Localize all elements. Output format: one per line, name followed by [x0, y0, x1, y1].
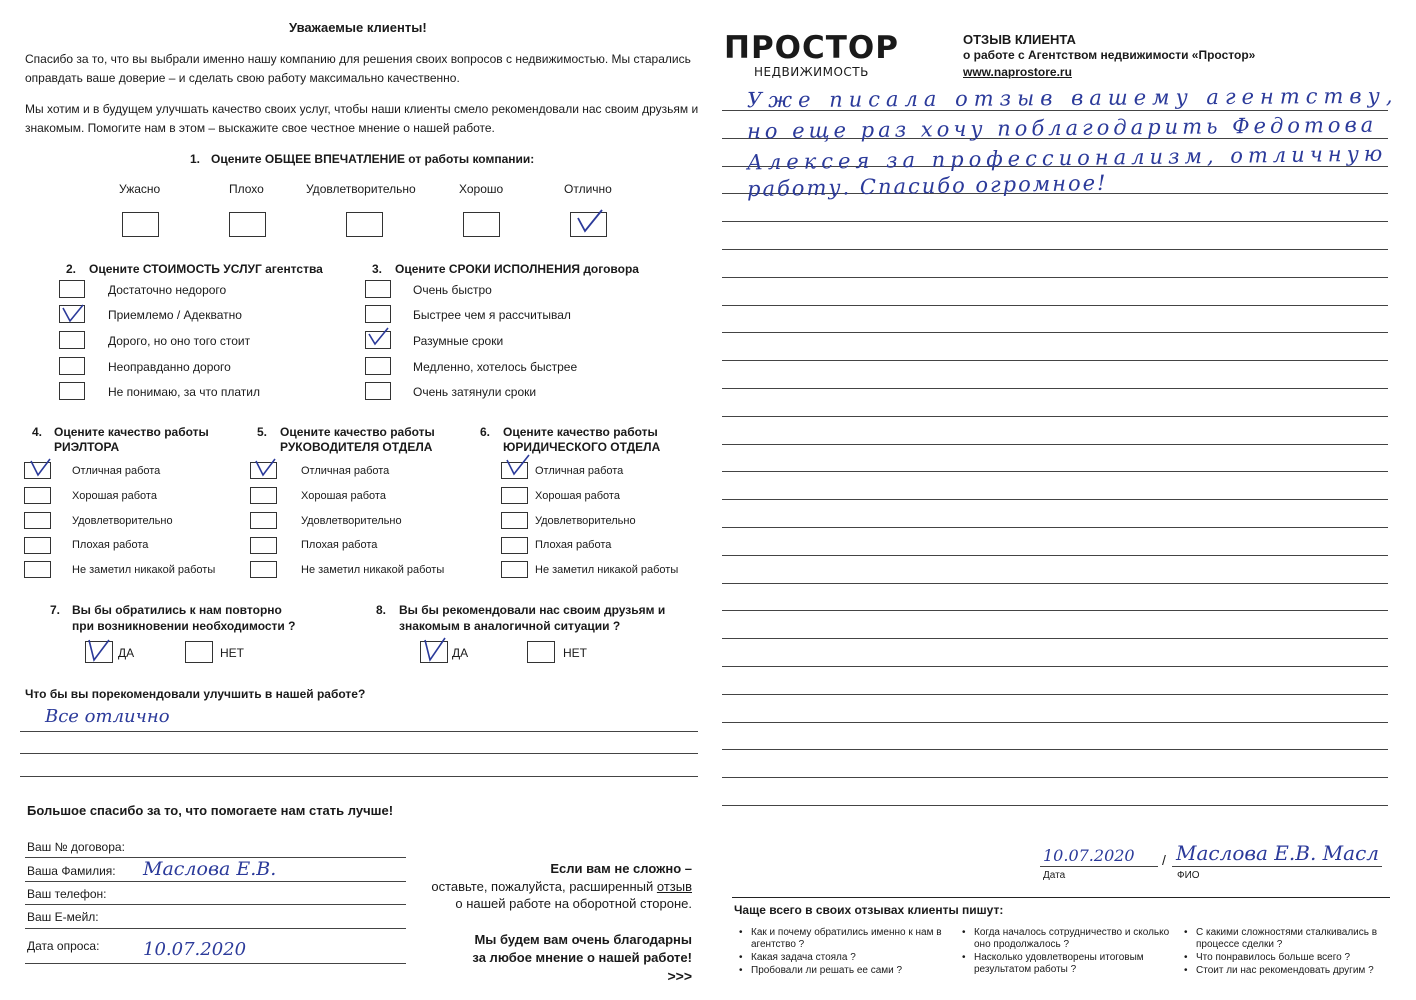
- note-line: Мы будем вам очень благодарны: [474, 932, 692, 947]
- q2-option-label: Дорого, но оно того стоит: [108, 334, 251, 348]
- q7-no-label: НЕТ: [220, 646, 244, 660]
- question-title-q7: Вы бы обратились к нам повторно: [72, 603, 282, 617]
- question-number: 7.: [50, 603, 61, 617]
- question-title-q4: Оцените качество работы: [54, 425, 209, 439]
- q4-checkbox[interactable]: [24, 487, 51, 504]
- q3-option-label: Очень быстро: [413, 283, 492, 297]
- question-title-q1: Оцените ОБЩЕЕ ВПЕЧАТЛЕНИЕ от работы компании:: [211, 152, 535, 166]
- q3-checkbox[interactable]: [365, 357, 391, 375]
- review-rule-line: [722, 749, 1388, 750]
- note-text: оставьте, пожалуйста, расширенный: [431, 879, 657, 894]
- checkmark-icon: [85, 636, 113, 664]
- q2-option-label: Достаточно недорого: [108, 283, 227, 297]
- intro-paragraph-line: Мы хотим и в будущем улучшать качество своих услуг, чтобы наши клиенты смело рекомендовали нас своим друзьям и: [25, 102, 699, 116]
- q1-option-label: Ужасно: [119, 182, 161, 196]
- q3-option-label: Очень затянули сроки: [413, 385, 537, 399]
- review-text-handwritten[interactable]: но еще раз хочу поблагодарить Федотова: [746, 112, 1378, 144]
- hint-text: Какая задача стояла ?: [751, 952, 856, 963]
- q4-option-label: Плохая работа: [72, 539, 149, 551]
- checkmark-icon: [572, 206, 608, 236]
- surname-field[interactable]: [25, 881, 406, 882]
- q5-option-label: Не заметил никакой работы: [301, 564, 445, 576]
- q1-checkbox[interactable]: [463, 212, 500, 237]
- hint-item: [1196, 965, 1386, 977]
- review-rule-line: [722, 221, 1388, 222]
- date-signature-line: [1040, 866, 1158, 867]
- improve-question: Что бы вы порекомендовали улучшить в нашей работе?: [25, 687, 366, 701]
- review-form-title: ОТЗЫВ КЛИЕНТА: [963, 32, 1076, 47]
- q2-checkbox[interactable]: [59, 382, 85, 400]
- review-rule-line: [722, 722, 1388, 723]
- review-rule-line: [722, 249, 1388, 250]
- arrows-icon: >>>: [667, 968, 692, 984]
- review-rule-line: [722, 277, 1388, 278]
- surname-label: Ваша Фамилия:: [27, 864, 116, 878]
- fio-caption: ФИО: [1177, 870, 1200, 881]
- q6-checkbox[interactable]: [501, 512, 528, 529]
- q6-option-label: Удовлетворительно: [535, 515, 636, 527]
- logo: [724, 32, 899, 79]
- q2-checkbox[interactable]: [59, 331, 85, 349]
- note-line: за любое мнение о нашей работе!: [472, 950, 692, 965]
- review-rule-line: [722, 360, 1388, 361]
- date-caption: Дата: [1043, 870, 1066, 881]
- q5-checkbox[interactable]: [250, 487, 277, 504]
- q8-yes-label: ДА: [452, 646, 469, 660]
- q1-checkbox[interactable]: [229, 212, 266, 237]
- note-line: Если вам не сложно –: [550, 861, 692, 876]
- q8-no-label: НЕТ: [563, 646, 587, 660]
- hint-text: Стоит ли нас рекомендовать другим ?: [1196, 965, 1374, 976]
- q4-checkbox[interactable]: [24, 537, 51, 554]
- hint-text: Когда началось сотрудничество и сколько оно продолжалось ?: [974, 927, 1170, 950]
- often-written-heading: Чаще всего в своих отзывах клиенты пишут:: [734, 903, 1004, 917]
- q5-checkbox[interactable]: [250, 561, 277, 578]
- question-title-q2: Оцените СТОИМОСТЬ УСЛУГ агентства: [89, 262, 323, 276]
- review-text-handwritten[interactable]: работу. Спасибо огромное!: [746, 170, 1108, 202]
- question-number: 2.: [66, 262, 77, 276]
- q2-checkbox[interactable]: [59, 357, 85, 375]
- logo-sub-text: НЕДВИЖИМОСТЬ: [754, 65, 869, 79]
- question-title-q4: РИЭЛТОРА: [54, 440, 120, 454]
- review-rule-line: [722, 610, 1388, 611]
- question-title-q8: Вы бы рекомендовали нас своим друзьям и: [399, 603, 666, 617]
- question-number: 6.: [480, 425, 491, 439]
- q1-checkbox[interactable]: [122, 212, 159, 237]
- checkmark-icon: [28, 455, 54, 479]
- review-rule-line: [722, 666, 1388, 667]
- answer-rule-line: [20, 776, 698, 777]
- question-title-q8: знакомым в аналогичной ситуации ?: [399, 619, 621, 633]
- q5-checkbox[interactable]: [250, 512, 277, 529]
- hint-item: [1196, 952, 1386, 964]
- fio-signature-line: [1172, 866, 1382, 867]
- thanks-heading: Большое спасибо за то, что помогаете нам стать лучше!: [27, 803, 394, 818]
- q1-option-label: Хорошо: [459, 182, 504, 196]
- review-rule-line: [722, 694, 1388, 695]
- q6-checkbox[interactable]: [501, 561, 528, 578]
- divider: [732, 897, 1390, 898]
- review-rule-line: [722, 527, 1388, 528]
- hints-column-2: [974, 927, 1179, 976]
- intro-paragraph-line: Спасибо за то, что вы выбрали именно нашу компанию для решения своих вопросов с недвижимостью. Мы старались: [25, 52, 691, 66]
- review-rule-line: [722, 805, 1388, 806]
- review-date-handwritten[interactable]: 10.07.2020: [1043, 846, 1135, 865]
- checkmark-icon: [60, 302, 86, 324]
- website-link[interactable]: www.naprostore.ru: [963, 65, 1072, 79]
- q6-option-label: Хорошая работа: [535, 490, 620, 502]
- q5-option-label: Хорошая работа: [301, 490, 386, 502]
- improve-answer-handwritten[interactable]: Все отлично: [45, 706, 170, 727]
- checkmark-icon: [366, 326, 392, 348]
- q1-option-label: Отлично: [564, 182, 612, 196]
- checkmark-icon: [253, 455, 279, 479]
- hint-text: С какими сложностями сталкивались в процессе сделки ?: [1196, 927, 1378, 950]
- question-title-q5: РУКОВОДИТЕЛЯ ОТДЕЛА: [280, 440, 433, 454]
- q7-yes-label: ДА: [118, 646, 135, 660]
- q2-option-label: Не понимаю, за что платил: [108, 385, 261, 399]
- question-title-q6: Оцените качество работы: [503, 425, 658, 439]
- greeting-heading: Уважаемые клиенты!: [289, 20, 427, 35]
- hint-text: Насколько удовлетворены итоговым результатом работы ?: [974, 952, 1144, 975]
- review-link[interactable]: отзыв: [656, 879, 692, 894]
- hints-column-1: [751, 927, 951, 977]
- question-title-q7: при возникновении необходимости ?: [72, 619, 296, 633]
- date-field[interactable]: [25, 963, 406, 964]
- review-rule-line: [722, 583, 1388, 584]
- question-number: 1.: [190, 152, 201, 166]
- q5-option-label: Отличная работа: [301, 465, 390, 477]
- hint-item: [974, 927, 1179, 951]
- q4-option-label: Хорошая работа: [72, 490, 157, 502]
- q6-option-label: Отличная работа: [535, 465, 624, 477]
- q1-checkbox[interactable]: [346, 212, 383, 237]
- q4-option-label: Отличная работа: [72, 465, 161, 477]
- review-rule-line: [722, 638, 1388, 639]
- contract-label: Ваш № договора:: [27, 840, 125, 854]
- q6-checkbox[interactable]: [501, 487, 528, 504]
- hint-item: [751, 965, 951, 977]
- review-rule-line: [722, 555, 1388, 556]
- q1-option-label: Удовлетворительно: [306, 182, 416, 196]
- q6-checkbox[interactable]: [501, 537, 528, 554]
- q6-option-label: Не заметил никакой работы: [535, 564, 679, 576]
- question-title-q3: Оцените СРОКИ ИСПОЛНЕНИЯ договора: [395, 262, 639, 276]
- q4-option-label: Не заметил никакой работы: [72, 564, 216, 576]
- logo-main-text: ПРОСТОР: [724, 30, 899, 66]
- intro-paragraph-line: знакомым. Помогите нам в этом – выскажите свое честное мнение о нашей работе.: [25, 121, 495, 135]
- review-rule-line: [722, 416, 1388, 417]
- q3-option-label: Медленно, хотелось быстрее: [413, 360, 578, 374]
- q4-checkbox[interactable]: [24, 561, 51, 578]
- date-label: Дата опроса:: [27, 939, 100, 953]
- q3-option-label: Разумные сроки: [413, 334, 504, 348]
- review-rule-line: [722, 471, 1388, 472]
- q1-option-label: Плохо: [229, 182, 264, 196]
- q8-no-checkbox[interactable]: [527, 641, 555, 663]
- question-number: 5.: [257, 425, 268, 439]
- review-rule-line: [722, 388, 1388, 389]
- hint-item: [1196, 927, 1386, 951]
- review-rule-line: [722, 777, 1388, 778]
- review-text-handwritten[interactable]: Алексея за профессионализм, отличную: [746, 141, 1388, 175]
- q5-option-label: Удовлетворительно: [301, 515, 402, 527]
- checkmark-icon: [504, 452, 532, 478]
- hint-item: [974, 952, 1179, 976]
- question-title-q6: ЮРИДИЧЕСКОГО ОТДЕЛА: [503, 440, 661, 454]
- email-field[interactable]: [25, 928, 406, 929]
- q3-checkbox[interactable]: [365, 280, 391, 298]
- phone-label: Ваш телефон:: [27, 887, 107, 901]
- q5-option-label: Плохая работа: [301, 539, 378, 551]
- question-number: 3.: [372, 262, 383, 276]
- surname-handwritten[interactable]: Маслова Е.В.: [143, 858, 277, 880]
- intro-paragraph-line: оправдать ваше доверие – и сделать свою работу максимально качественно.: [25, 71, 460, 85]
- note-line: о нашей работе на оборотной стороне.: [455, 896, 692, 911]
- review-rule-line: [722, 444, 1388, 445]
- question-number: 8.: [376, 603, 387, 617]
- answer-rule-line: [20, 753, 698, 754]
- q4-option-label: Удовлетворительно: [72, 515, 173, 527]
- review-rule-line: [722, 499, 1388, 500]
- q3-checkbox[interactable]: [365, 382, 391, 400]
- q3-checkbox[interactable]: [365, 305, 391, 323]
- email-label: Ваш Е-мейл:: [27, 910, 99, 924]
- separator: /: [1162, 852, 1166, 868]
- answer-rule-line: [20, 731, 698, 732]
- checkmark-icon: [421, 636, 449, 664]
- review-rule-line: [722, 305, 1388, 306]
- q6-option-label: Плохая работа: [535, 539, 612, 551]
- hint-text: Что понравилось больше всего ?: [1196, 952, 1351, 963]
- review-form-subtitle: о работе с Агентством недвижимости «Простор»: [963, 48, 1256, 62]
- hints-column-3: [1196, 927, 1386, 977]
- q3-option-label: Быстрее чем я рассчитывал: [413, 308, 571, 322]
- hint-text: Пробовали ли решать ее сами ?: [751, 965, 903, 976]
- note-line: [431, 879, 692, 894]
- q4-checkbox[interactable]: [24, 512, 51, 529]
- hint-text: Как и почему обратились именно к нам в агентство ?: [751, 927, 942, 950]
- phone-field[interactable]: [25, 904, 406, 905]
- question-number: 4.: [32, 425, 43, 439]
- survey-date-handwritten[interactable]: 10.07.2020: [143, 939, 247, 960]
- review-text-handwritten[interactable]: Уже писала отзыв вашему агентству,: [746, 83, 1399, 113]
- q2-checkbox[interactable]: [59, 280, 85, 298]
- q2-option-label: Неоправданно дорого: [108, 360, 231, 374]
- q2-option-label: Приемлемо / Адекватно: [108, 308, 242, 322]
- q7-no-checkbox[interactable]: [185, 641, 213, 663]
- question-title-q5: Оцените качество работы: [280, 425, 435, 439]
- hint-item: [751, 952, 951, 964]
- review-rule-line: [722, 332, 1388, 333]
- q5-checkbox[interactable]: [250, 537, 277, 554]
- hint-item: [751, 927, 951, 951]
- fio-handwritten[interactable]: Маслова Е.В. Масл: [1176, 841, 1380, 865]
